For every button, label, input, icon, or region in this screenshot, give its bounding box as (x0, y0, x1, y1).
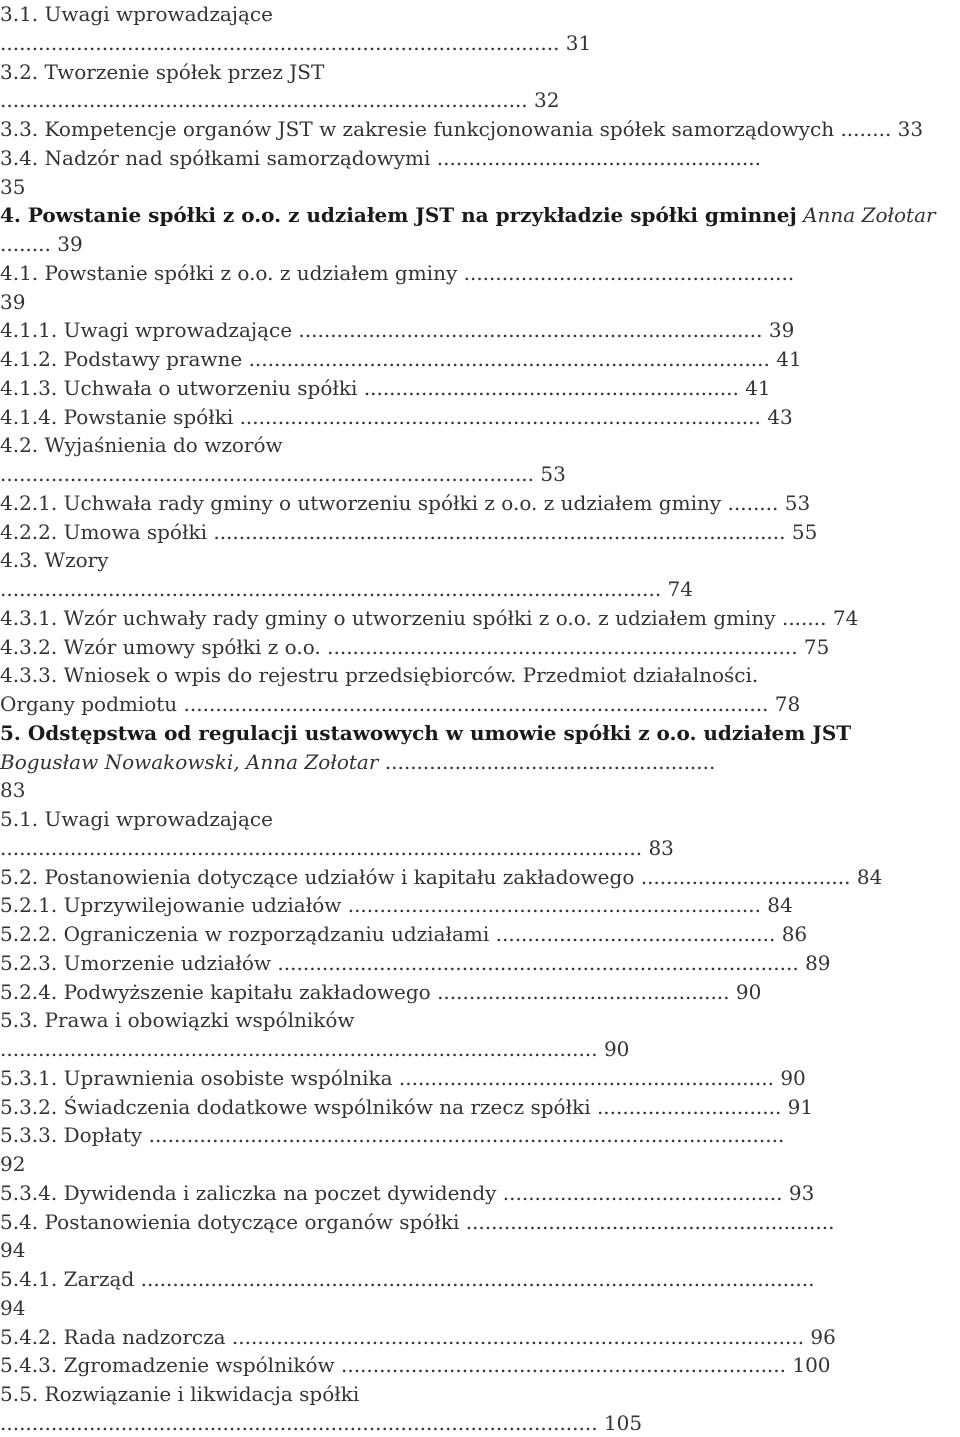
toc-entry (0, 1265, 815, 1293)
toc-entry-text: 5.3. Prawa i obowiązki wspólników (0, 1008, 355, 1033)
toc-entry (0, 29, 591, 57)
toc-entry-text: 4.3.1. Wzór uchwały rady gminy o utworzeniu spółki z o.o. z udziałem gminy ....... 74 (0, 605, 859, 630)
toc-entry-text: 3.3. Kompetencje organów JST w zakresie funkcjonowania spółek samorządowych ........ 33 (0, 117, 924, 141)
toc-entry-text: 5.4.3. Zgromadzenie wspólników ...................................................................... 100 (0, 1353, 831, 1378)
toc-entry (0, 0, 273, 28)
toc-entry-text: 5.2.2. Ograniczenia w rozporządzaniu udziałami ............................................ 86 (0, 922, 808, 946)
toc-entry (0, 1093, 813, 1121)
toc-entry (0, 1121, 784, 1149)
toc-entry-text: 5.2. Postanowienia dotyczące udziałów i kapitału zakładowego ................................. 84 (0, 864, 883, 889)
toc-entry-text: 3.1. Uwagi wprowadzające (0, 2, 273, 26)
toc-entry-text: 5.4. Postanowienia dotyczące organów spółki .......................................................... (0, 1209, 835, 1234)
toc-entry-text: .............................................................................................. 90 (0, 1037, 630, 1061)
toc-entry (0, 1006, 355, 1034)
toc-entry (0, 1323, 836, 1351)
toc-entry (0, 604, 858, 632)
toc-entry-text: .............................................................................................. 105 (0, 1410, 643, 1435)
toc-entry (0, 661, 758, 689)
toc-entry (0, 546, 109, 574)
toc-entry (0, 489, 810, 517)
toc-entry-text: .................................................... (378, 749, 716, 774)
toc-entry (0, 230, 83, 258)
toc-entry-text: 35 (0, 174, 26, 199)
toc-entry (0, 316, 794, 344)
toc-entry (0, 633, 829, 661)
toc-entry (0, 173, 25, 201)
toc-entry-text: Anna Zołotar (796, 203, 936, 228)
toc-entry-text: ........................................................................................ 31 (0, 30, 592, 55)
toc-entry (0, 144, 761, 172)
toc-entry-text: Organy podmiotu ............................................................................................ 78 (0, 692, 801, 716)
toc-entry-text: 94 (0, 1238, 26, 1263)
toc-entry-text: ........................................................................................................ 74 (0, 577, 693, 601)
toc-entry-text: 39 (0, 289, 26, 314)
toc-entry (0, 1150, 25, 1178)
toc-entry-text: 4.1.4. Powstanie spółki .................................................................................. 43 (0, 404, 793, 429)
toc-entry (0, 863, 882, 891)
toc-entry-text: 5.3.3. Dopłaty .................................................................................................... (0, 1123, 785, 1148)
toc-entry-text: 5.2.3. Umorzenie udziałów .................................................................................. 89 (0, 950, 831, 975)
toc-entry-text: .................................................................................... 53 (0, 462, 566, 486)
toc-entry-text: 5.3.2. Świadczenia dodatkowe wspólników na rzecz spółki ............................. 91 (0, 1094, 814, 1119)
toc-entry-text: 5.2.4. Podwyższenie kapitału zakładowego .............................................. 90 (0, 979, 762, 1004)
toc-entry (0, 748, 715, 776)
toc-entry-text: 4.2.2. Umowa spółki .......................................................................................... 55 (0, 519, 818, 544)
toc-entry-text: 4.3.3. Wniosek o wpis do rejestru przedsiębiorców. Przedmiot działalności. (0, 663, 759, 688)
toc-entry-text: ................................................................................... 32 (0, 88, 560, 113)
toc-entry (0, 86, 559, 114)
toc-entry (0, 345, 802, 373)
toc-entry-text: 3.2. Tworzenie spółek przez JST (0, 59, 325, 84)
toc-entry-text: 5.3.1. Uprawnienia osobiste wspólnika ........................................................... 90 (0, 1065, 806, 1090)
toc-entry (0, 1294, 25, 1322)
toc-entry-text: 5. Odstępstwa od regulacji ustawowych w umowie spółki z o.o. udziałem JST (0, 720, 852, 745)
toc-entry (0, 1380, 359, 1408)
toc-entry (0, 1064, 806, 1092)
toc-entry-text: 4.2. Wyjaśnienia do wzorów (0, 433, 283, 458)
toc-entry (0, 690, 800, 718)
toc-entry-text: 5.5. Rozwiązanie i likwidacja spółki (0, 1382, 360, 1406)
toc-entry-text: 3.4. Nadzór nad spółkami samorządowymi ................................................... (0, 145, 761, 170)
toc-entry-text: ..................................................................................................... 83 (0, 835, 674, 860)
toc-entry (0, 920, 807, 948)
toc-entry-text: 94 (0, 1295, 26, 1320)
toc-entry (0, 403, 793, 431)
toc-entry-text: 4.3. Wzory (0, 548, 109, 573)
toc-entry-text: 4.3.2. Wzór umowy spółki z o.o. .......................................................................... 75 (0, 634, 830, 659)
toc-entry-text: 4.1.2. Podstawy prawne .................................................................................. 41 (0, 347, 802, 371)
toc-entry (0, 460, 566, 488)
toc-entry-text: 4.2.1. Uchwała rady gminy o utworzeniu spółki z o.o. z udziałem gminy ........ 53 (0, 490, 811, 515)
toc-entry-text: ........ 39 (0, 232, 83, 256)
toc-entry (0, 1351, 831, 1379)
toc-entry-text: 5.2.1. Uprzywilejowanie udziałów ................................................................. 84 (0, 893, 793, 918)
toc-entry (0, 949, 831, 977)
toc-entry (0, 1208, 834, 1236)
toc-entry-text: Bogusław Nowakowski, Anna Zołotar (0, 749, 379, 774)
toc-entry (0, 374, 771, 402)
toc-entry (0, 776, 25, 804)
toc-entry (0, 575, 693, 603)
toc-entry (0, 259, 794, 287)
toc-entry-text: 5.1. Uwagi wprowadzające (0, 807, 273, 831)
toc-entry (0, 288, 25, 316)
toc-entry-text: 5.3.4. Dywidenda i zaliczka na poczet dywidendy ............................................ 93 (0, 1180, 815, 1205)
toc-entry (0, 891, 793, 919)
toc-entry-text: 4. Powstanie spółki z o.o. z udziałem JST na przykładzie spółki gminnej (0, 203, 797, 228)
toc-entry-text: 83 (0, 778, 26, 803)
toc-entry (0, 201, 936, 229)
toc-entry (0, 518, 817, 546)
toc-entry-text: 4.1.3. Uchwała o utworzeniu spółki ........................................................... 41 (0, 375, 771, 400)
toc-entry (0, 1179, 814, 1207)
toc-entry (0, 58, 324, 86)
toc-entry (0, 1409, 642, 1437)
toc-entry (0, 1035, 629, 1063)
toc-entry (0, 805, 273, 833)
toc-entry (0, 978, 761, 1006)
toc-entry-text: 5.4.2. Rada nadzorcza .......................................................................................... 96 (0, 1324, 836, 1349)
toc-entry-text: 4.1.1. Uwagi wprowadzające ......................................................................... 39 (0, 318, 795, 343)
toc-entry-text: 4.1. Powstanie spółki z o.o. z udziałem gminy .................................................... (0, 260, 795, 285)
toc-entry (0, 115, 923, 143)
toc-entry (0, 1236, 25, 1264)
toc-entry-text: 92 (0, 1152, 26, 1176)
toc-entry (0, 834, 674, 862)
toc-entry (0, 719, 851, 747)
toc-entry-text: 5.4.1. Zarząd .......................................................................................................... (0, 1267, 815, 1291)
toc-entry (0, 431, 283, 459)
